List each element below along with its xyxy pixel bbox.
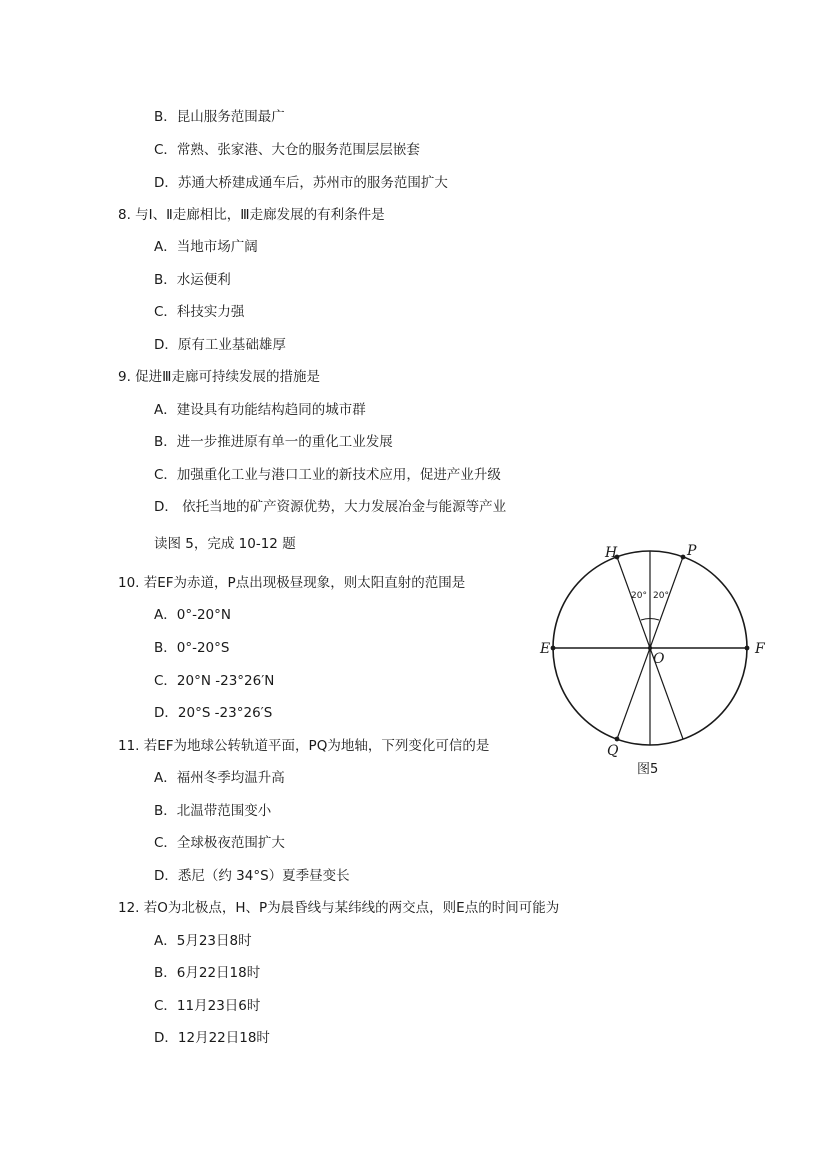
label-o: O [653,651,665,667]
q9-option-d: D． 依托当地的矿产资源优势，大力发展冶金与能源等产业 [154,499,507,515]
q8-option-d: D．原有工业基础雄厚 [154,337,286,353]
label-e: E [540,641,551,657]
q12-option-c: C．11月23日6时 [154,998,261,1014]
q11-option-c: C．全球极夜范围扩大 [154,835,285,851]
q11-option-b: B．北温带范围变小 [154,803,272,819]
angle-label-right: 20° [653,591,669,601]
figure-caption: 图5 [637,762,659,777]
q12-option-d: D．12月22日18时 [154,1030,270,1046]
angle-label-left: 20° [631,591,647,601]
figure-5-diagram [535,540,775,780]
q7-option-b: B．昆山服务范围最广 [154,109,285,125]
label-p: P [687,543,697,559]
question-12: 12. 若O为北极点，H、P为晨昏线与某纬线的两交点，则E点的时间可能为 [118,900,560,916]
q8-option-b: B．水运便利 [154,272,231,288]
label-q: Q [607,743,619,759]
point-q [615,737,620,742]
earth-circle-diagram [535,540,775,780]
q10-option-d: D．20°S -23°26′S [154,705,273,721]
q10-option-b: B．0°-20°S [154,640,230,656]
q9-option-c: C．加强重化工业与港口工业的新技术应用，促进产业升级 [154,467,501,483]
question-9: 9. 促进Ⅲ走廊可持续发展的措施是 [118,369,320,385]
point-o [648,646,652,650]
q12-option-a: A．5月23日8时 [154,933,252,949]
q11-option-d: D．悉尼（约 34°S）夏季昼变长 [154,868,350,884]
point-f [745,646,750,651]
label-h: H [605,545,618,561]
q8-option-a: A．当地市场广阔 [154,239,258,255]
q7-option-d: D．苏通大桥建成通车后，苏州市的服务范围扩大 [154,175,448,191]
label-f: F [755,641,765,657]
question-8: 8. 与Ⅰ、Ⅱ走廊相比，Ⅲ走廊发展的有利条件是 [118,207,385,223]
point-e [551,646,556,651]
reading-instruction: 读图 5，完成 10-12 题 [154,536,296,552]
point-p [681,555,686,560]
question-11: 11. 若EF为地球公转轨道平面，PQ为地轴，下列变化可信的是 [118,738,490,754]
q8-option-c: C．科技实力强 [154,304,245,320]
q7-option-c: C．常熟、张家港、大仓的服务范围层层嵌套 [154,142,420,158]
q11-option-a: A．福州冬季均温升高 [154,770,285,786]
q9-option-b: B．进一步推进原有单一的重化工业发展 [154,434,393,450]
q9-option-a: A．建设具有功能结构趋同的城市群 [154,402,366,418]
question-10: 10. 若EF为赤道，P点出现极昼现象，则太阳直射的范围是 [118,575,466,591]
q10-option-c: C．20°N -23°26′N [154,673,275,689]
q10-option-a: A．0°-20°N [154,607,231,623]
q12-option-b: B．6月22日18时 [154,965,261,981]
